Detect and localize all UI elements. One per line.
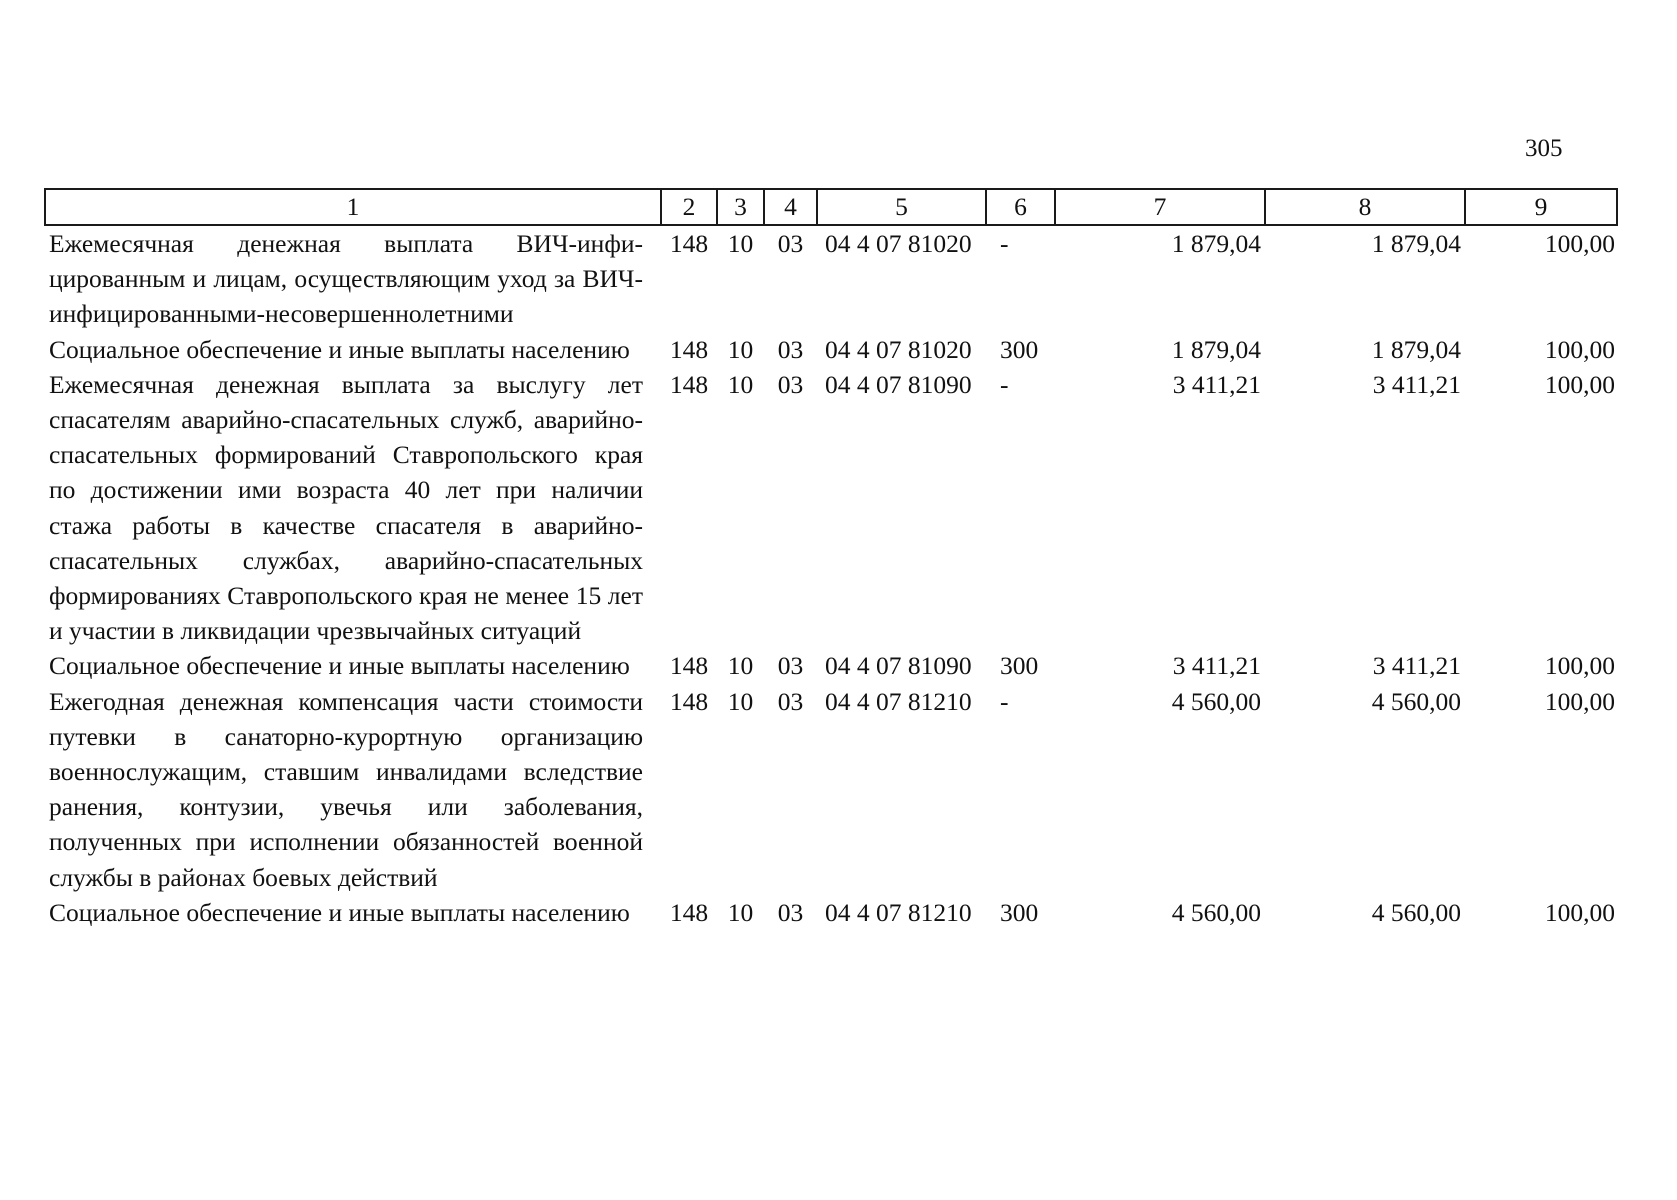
column-number-8: 8 xyxy=(1265,189,1465,225)
section-code: 10 xyxy=(727,651,754,681)
planned-amount: 1 879,04 xyxy=(1171,334,1261,364)
table-row xyxy=(45,648,1617,683)
planned-amount: 4 560,00 xyxy=(1171,897,1261,927)
expense-type-code: 300 xyxy=(1000,334,1039,364)
expense-type-code: - xyxy=(1000,229,1009,258)
table-row xyxy=(45,332,1617,367)
executed-amount: 3 411,21 xyxy=(1372,651,1461,681)
expense-type-code: - xyxy=(1000,369,1009,399)
row-description: Ежемесячная денежная выплата за выслугу лет спасателям аварийно-спасательных служб, аварийно-спасательных формирований Ставропольского края по достижении ими возраста 40 лет при наличии стажа работы в качестве спасателя в аварийно-спасательных службах, аварийно-спасательных формированиях Ставропольского края не менее 15 лет и участии в ликвидации чрезвычайных ситуаций xyxy=(49,369,643,646)
target-article-code: 04 4 07 81090 xyxy=(825,651,972,681)
subsection-code: 03 xyxy=(777,897,804,927)
row-description: Социальное обеспечение и иные выплаты населению xyxy=(49,651,630,681)
subsection-code: 03 xyxy=(777,651,804,681)
page-number: 305 xyxy=(1525,135,1563,162)
budget-table xyxy=(44,188,1618,930)
ministry-code: 148 xyxy=(669,897,709,927)
table-row xyxy=(45,225,1617,332)
execution-percent: 100,00 xyxy=(1544,897,1615,927)
executed-amount: 3 411,21 xyxy=(1372,369,1461,399)
expense-type-code: 300 xyxy=(1000,897,1039,927)
column-number-header xyxy=(45,189,1617,225)
column-number-5: 5 xyxy=(817,189,986,225)
expense-type-code: - xyxy=(1000,686,1009,716)
executed-amount: 4 560,00 xyxy=(1371,897,1461,927)
column-number-1: 1 xyxy=(45,189,661,225)
execution-percent: 100,00 xyxy=(1544,651,1615,681)
execution-percent: 100,00 xyxy=(1544,229,1615,258)
section-code: 10 xyxy=(727,897,754,927)
table-row xyxy=(45,895,1617,930)
column-number-2: 2 xyxy=(661,189,717,225)
row-description: Ежемесячная денежная выплата ВИЧ-инфи-цированным и лицам, осуществляющим уход за ВИЧ-инфицированными-несовершеннолетними xyxy=(49,229,643,329)
column-number-3: 3 xyxy=(717,189,764,225)
section-code: 10 xyxy=(727,369,754,399)
row-description: Ежегодная денежная компенсация части стоимости путевки в санаторно-курортную организацию военнослужащим, ставшим инвалидами вследствие ранения, контузии, увечья или заболевания, полученных при исполнении обязанностей военной службы в районах боевых действий xyxy=(49,686,643,892)
ministry-code: 148 xyxy=(669,369,709,399)
target-article-code: 04 4 07 81020 xyxy=(825,334,972,364)
planned-amount: 1 879,04 xyxy=(1171,229,1261,258)
ministry-code: 148 xyxy=(669,686,709,716)
subsection-code: 03 xyxy=(777,369,804,399)
target-article-code: 04 4 07 81020 xyxy=(825,229,972,258)
column-number-4: 4 xyxy=(764,189,817,225)
table-row xyxy=(45,684,1617,895)
row-description: Социальное обеспечение и иные выплаты населению xyxy=(49,897,630,927)
column-number-6: 6 xyxy=(986,189,1055,225)
row-description: Социальное обеспечение и иные выплаты населению xyxy=(49,334,630,364)
planned-amount: 4 560,00 xyxy=(1171,686,1261,716)
executed-amount: 1 879,04 xyxy=(1371,334,1461,364)
expense-type-code: 300 xyxy=(1000,651,1039,681)
execution-percent: 100,00 xyxy=(1544,369,1615,399)
target-article-code: 04 4 07 81210 xyxy=(825,686,972,716)
subsection-code: 03 xyxy=(777,686,804,716)
subsection-code: 03 xyxy=(777,334,804,364)
column-number-7: 7 xyxy=(1055,189,1265,225)
table-row xyxy=(45,367,1617,649)
execution-percent: 100,00 xyxy=(1544,334,1615,364)
target-article-code: 04 4 07 81090 xyxy=(825,369,972,399)
section-code: 10 xyxy=(727,334,754,364)
subsection-code: 03 xyxy=(777,229,804,258)
executed-amount: 4 560,00 xyxy=(1371,686,1461,716)
ministry-code: 148 xyxy=(669,229,709,258)
section-code: 10 xyxy=(727,686,754,716)
target-article-code: 04 4 07 81210 xyxy=(825,897,972,927)
executed-amount: 1 879,04 xyxy=(1371,229,1461,258)
ministry-code: 148 xyxy=(669,334,709,364)
ministry-code: 148 xyxy=(669,651,709,681)
planned-amount: 3 411,21 xyxy=(1172,651,1261,681)
execution-percent: 100,00 xyxy=(1544,686,1615,716)
section-code: 10 xyxy=(727,229,754,258)
planned-amount: 3 411,21 xyxy=(1172,369,1261,399)
column-number-9: 9 xyxy=(1465,189,1617,225)
